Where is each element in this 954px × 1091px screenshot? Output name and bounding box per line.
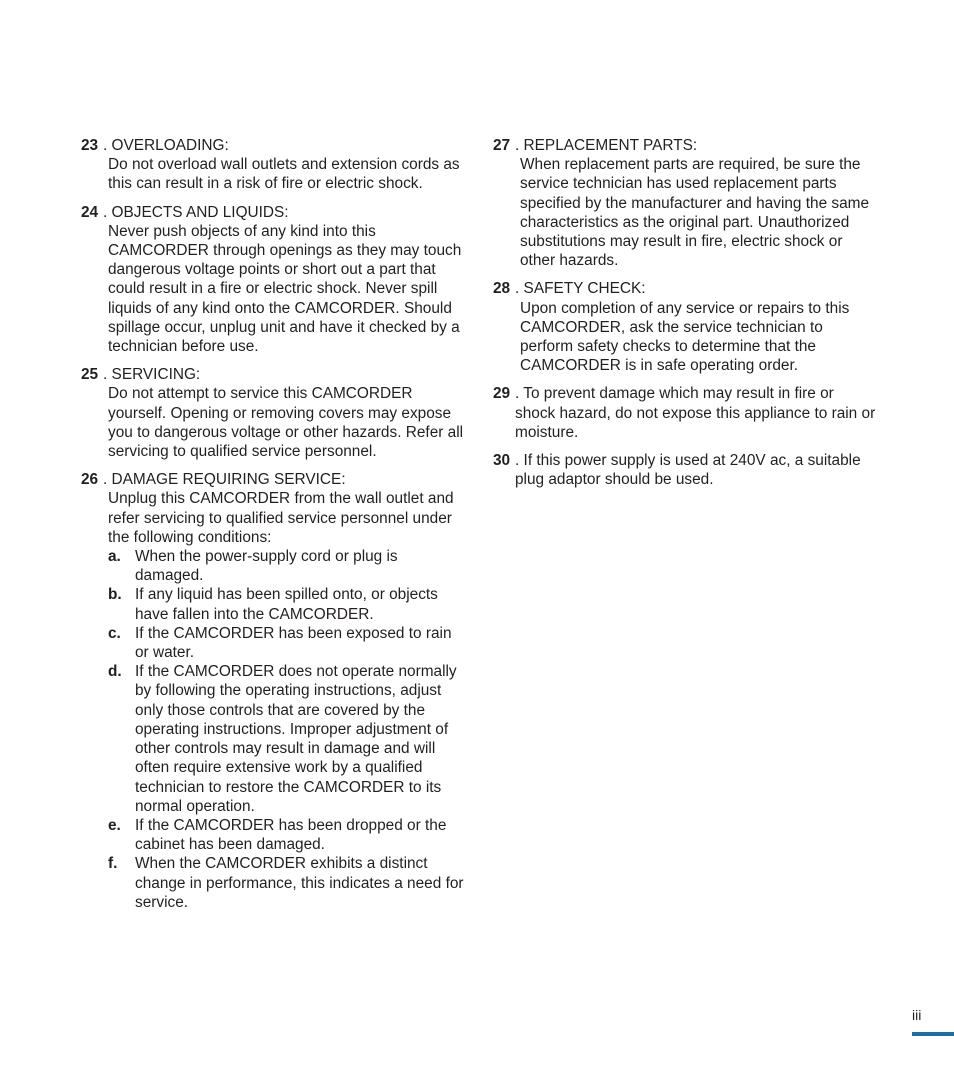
- sub-item-text: If any liquid has been spilled onto, or objects have fallen into the CAMCORDER.: [135, 586, 438, 623]
- item-heading: . DAMAGE REQUIRING SERVICE:: [103, 471, 346, 489]
- item-heading: . OVERLOADING:: [103, 137, 229, 154]
- item-heading: . REPLACEMENT PARTS:: [515, 137, 698, 154]
- item-number: 27: [493, 137, 511, 154]
- page-accent-bar: [912, 1032, 954, 1036]
- item-heading: . SAFETY CHECK:: [515, 280, 646, 298]
- sub-item-letter: f.: [108, 855, 118, 873]
- instruction-item-24: [81, 203, 465, 357]
- instruction-item-25: [81, 365, 465, 461]
- item-body: Do not attempt to service this CAMCORDER yourself. Opening or removing covers may expose you to dangerous voltage or other hazards. Refer all servicing to qualified service personnel.: [108, 385, 464, 461]
- item-number: 23: [81, 137, 99, 154]
- instruction-item-27: [493, 136, 877, 270]
- instruction-item-26: [81, 470, 465, 912]
- sub-item-b: [108, 585, 465, 623]
- sub-item-letter: e.: [108, 816, 121, 834]
- instruction-item-23: [81, 136, 465, 194]
- sub-item-letter: a.: [108, 548, 121, 566]
- sub-item-letter: d.: [108, 663, 122, 681]
- item-number: 25: [81, 366, 99, 384]
- item-number: 24: [81, 203, 99, 221]
- sub-item-d: [108, 662, 465, 816]
- item-body: Unplug this CAMCORDER from the wall outlet and refer servicing to qualified service personnel under the following conditions:: [108, 490, 454, 546]
- item-body: When replacement parts are required, be sure the service technician has used replacement parts specified by the manufacturer and having the same characteristics as the original part. Unauthorized substitutions may result in fire, electric shock or other hazards.: [520, 156, 870, 270]
- sub-item-f: [108, 854, 465, 912]
- sub-item-text: If the CAMCORDER has been dropped or the cabinet has been damaged.: [135, 816, 447, 854]
- item-heading: . OBJECTS AND LIQUIDS:: [103, 203, 289, 221]
- page-number: iii: [912, 1007, 922, 1023]
- item-text: . To prevent damage which may result in fire or shock hazard, do not expose this appliance to rain or moisture.: [515, 385, 876, 441]
- instruction-item-29: [493, 384, 877, 442]
- item-body: Upon completion of any service or repairs to this CAMCORDER, ask the service technician to perform safety checks to determine that the CAMCORDER is in safe operating order.: [520, 299, 850, 375]
- item-text: . If this power supply is used at 240V ac, a suitable plug adaptor should be used.: [515, 452, 861, 489]
- sub-item-text: If the CAMCORDER does not operate normally by following the operating instructions, adjust only those controls that are covered by the operating instructions. Improper adjustment of other controls may result in damage and will often require extensive work by a qualified technician to restore the CAMCORDER to its normal operation.: [135, 663, 457, 815]
- sub-item-letter: c.: [108, 624, 121, 642]
- sub-item-c: [108, 624, 465, 662]
- sub-item-e: [108, 816, 465, 854]
- instruction-item-28: [493, 279, 877, 375]
- item-body: Never push objects of any kind into this CAMCORDER through openings as they may touch dangerous voltage points or short out a part that could result in a fire or electric shock. Never spill liquids of any kind onto the CAMCORDER. Should spillage occur, unplug unit and have it checked by a technician before use.: [108, 222, 462, 356]
- sub-item-text: When the CAMCORDER exhibits a distinct change in performance, this indicates a need for service.: [135, 855, 464, 911]
- item-number: 26: [81, 471, 99, 489]
- sub-item-text: When the power-supply cord or plug is damaged.: [135, 548, 398, 585]
- item-body: Do not overload wall outlets and extension cords as this can result in a risk of fire or electric shock.: [108, 156, 460, 193]
- sub-item-text: If the CAMCORDER has been exposed to rain or water.: [135, 624, 452, 662]
- item-number: 28: [493, 280, 511, 298]
- item-number: 29: [493, 385, 511, 403]
- sub-item-a: [108, 547, 465, 585]
- sub-item-letter: b.: [108, 586, 122, 604]
- item-number: 30: [493, 452, 511, 470]
- left-column: [81, 136, 465, 921]
- right-column: [493, 136, 877, 498]
- item-heading: . SERVICING:: [103, 366, 201, 384]
- instruction-item-30: [493, 451, 877, 489]
